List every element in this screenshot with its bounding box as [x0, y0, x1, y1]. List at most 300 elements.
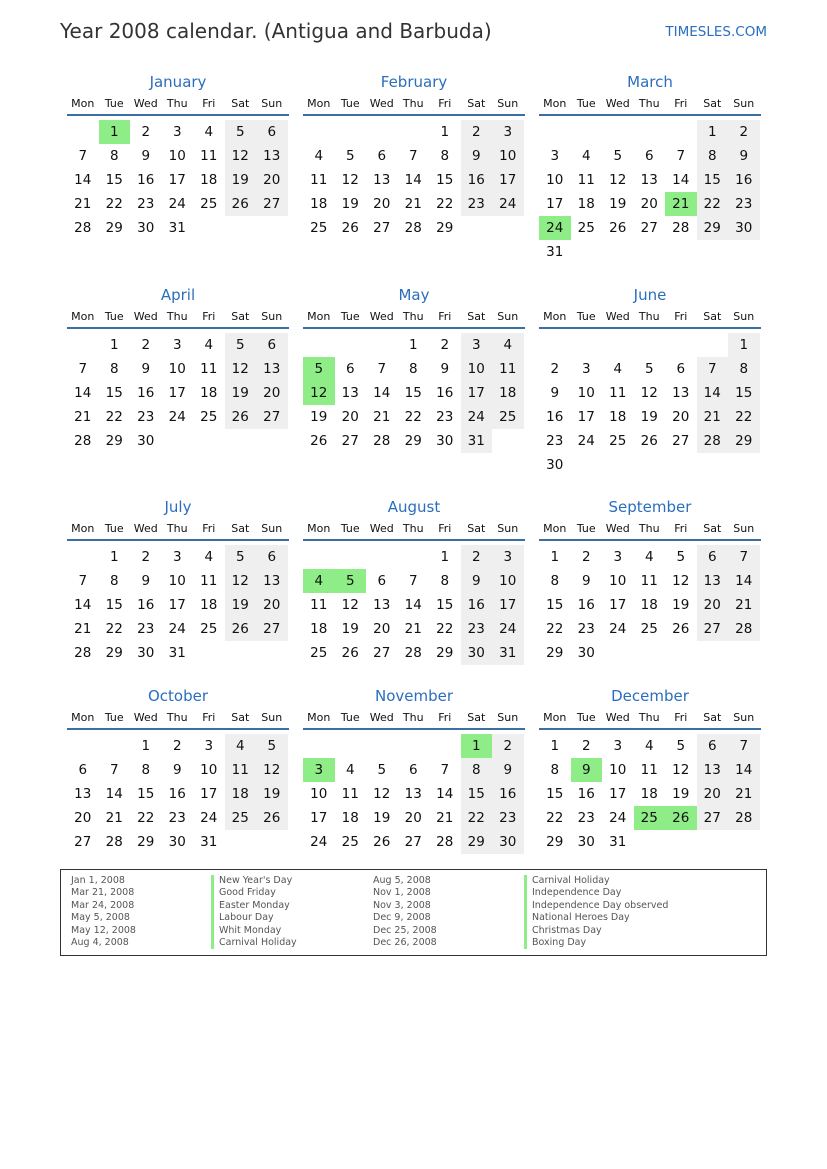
day-grid — [539, 329, 760, 473]
day-cell: 27 — [697, 617, 729, 641]
day-cell: 7 — [676, 148, 686, 164]
day-cell: 8 — [109, 148, 119, 164]
day-cell: 29 — [137, 834, 155, 850]
day-cell: 6 — [697, 734, 729, 758]
legend-holiday-name: Independence Day observed — [524, 900, 668, 912]
month-name: March — [627, 73, 673, 91]
weekday-label: Wed — [369, 97, 394, 110]
weekday-label: Sun — [497, 711, 519, 724]
month-name: August — [387, 498, 441, 516]
legend-date: May 12, 2008 — [71, 924, 136, 936]
day-cell: 12 — [225, 357, 257, 381]
day-cell: 8 — [440, 573, 450, 589]
legend-date: Dec 26, 2008 — [373, 936, 437, 948]
day-cell: 28 — [373, 433, 391, 449]
day-cell: 5 — [345, 148, 355, 164]
day-cell: 13 — [404, 786, 422, 802]
day-cell: 3 — [461, 333, 493, 357]
day-cell: 11 — [225, 758, 257, 782]
day-cell: 15 — [137, 786, 155, 802]
day-cell: 28 — [404, 220, 422, 236]
legend-holiday-name: Good Friday — [211, 887, 297, 899]
day-cell: 6 — [377, 573, 387, 589]
day-cell: 21 — [373, 409, 391, 425]
day-cell: 27 — [373, 220, 391, 236]
weekday-label: Fri — [202, 310, 216, 323]
day-cell: 22 — [546, 621, 564, 637]
day-grid — [303, 116, 524, 260]
month-name: December — [611, 687, 689, 705]
day-cell: 26 — [256, 806, 288, 830]
weekday-label: Fri — [674, 97, 688, 110]
day-cell: 21 — [728, 593, 760, 617]
weekday-label: Tue — [576, 310, 596, 323]
day-cell: 8 — [141, 762, 151, 778]
day-cell: 7 — [78, 573, 88, 589]
day-cell: 19 — [640, 409, 658, 425]
day-cell: 11 — [200, 361, 218, 377]
day-cell: 22 — [404, 409, 422, 425]
day-cell: 5 — [644, 361, 654, 377]
day-cell: 26 — [225, 617, 257, 641]
weekday-label: Sun — [261, 711, 283, 724]
day-cell: 11 — [200, 148, 218, 164]
day-cell: 17 — [168, 385, 186, 401]
day-cell: 22 — [728, 405, 760, 429]
day-cell: 30 — [546, 457, 564, 473]
day-cell: 24 — [492, 617, 524, 641]
day-cell: 8 — [728, 357, 760, 381]
day-cell: 14 — [404, 597, 422, 613]
day-grid — [303, 730, 524, 874]
weekday-label: Tue — [104, 310, 124, 323]
legend-holiday-name: Whit Monday — [211, 925, 297, 937]
day-cell: 2 — [141, 337, 151, 353]
day-cell: 3 — [172, 124, 182, 140]
day-cell: 24 — [168, 621, 186, 637]
holiday-day-cell: 5 — [335, 569, 367, 593]
day-cell: 14 — [74, 172, 92, 188]
day-cell: 13 — [256, 144, 288, 168]
day-cell: 29 — [728, 429, 760, 453]
day-cell: 12 — [609, 172, 627, 188]
weekday-label: Thu — [402, 310, 424, 323]
month-name: May — [398, 286, 430, 304]
day-cell: 19 — [256, 782, 288, 806]
day-cell: 12 — [341, 597, 359, 613]
day-cell: 4 — [204, 549, 214, 565]
day-cell: 14 — [74, 385, 92, 401]
day-cell: 20 — [373, 621, 391, 637]
day-cell: 24 — [200, 810, 218, 826]
day-cell: 31 — [200, 834, 218, 850]
day-cell: 21 — [74, 409, 92, 425]
weekday-label: Sat — [231, 711, 250, 724]
page-title: Year 2008 calendar. (Antigua and Barbuda) — [60, 19, 492, 43]
weekday-header — [539, 709, 761, 730]
day-cell: 1 — [141, 738, 151, 754]
day-cell: 9 — [461, 569, 493, 593]
weekday-label: Mon — [307, 711, 331, 724]
day-cell: 25 — [310, 645, 328, 661]
day-cell: 4 — [204, 124, 214, 140]
day-cell: 6 — [78, 762, 88, 778]
day-cell: 18 — [492, 381, 524, 405]
day-cell: 22 — [436, 621, 454, 637]
day-cell: 23 — [168, 810, 186, 826]
day-cell: 19 — [373, 810, 391, 826]
day-cell: 20 — [256, 381, 288, 405]
weekday-label: Thu — [402, 97, 424, 110]
weekday-label: Mon — [543, 310, 567, 323]
weekday-header — [539, 308, 761, 329]
day-cell: 4 — [644, 549, 654, 565]
day-cell: 10 — [492, 144, 524, 168]
day-cell: 24 — [461, 405, 493, 429]
day-cell: 15 — [546, 597, 564, 613]
day-cell: 11 — [577, 172, 595, 188]
day-cell: 23 — [492, 806, 524, 830]
holiday-day-cell: 3 — [303, 758, 335, 782]
day-cell: 28 — [728, 806, 760, 830]
day-cell: 19 — [672, 597, 690, 613]
day-cell: 12 — [225, 569, 257, 593]
day-cell: 3 — [492, 545, 524, 569]
day-cell: 17 — [310, 810, 328, 826]
day-cell: 4 — [345, 762, 355, 778]
day-cell: 20 — [341, 409, 359, 425]
day-cell: 12 — [256, 758, 288, 782]
weekday-label: Fri — [202, 522, 216, 535]
day-cell: 4 — [581, 148, 591, 164]
day-cell: 25 — [310, 220, 328, 236]
day-cell: 31 — [168, 645, 186, 661]
day-cell: 17 — [492, 593, 524, 617]
day-cell: 13 — [697, 758, 729, 782]
day-cell: 21 — [404, 196, 422, 212]
day-cell: 27 — [256, 405, 288, 429]
day-cell: 17 — [461, 381, 493, 405]
day-cell: 25 — [640, 621, 658, 637]
day-cell: 13 — [373, 172, 391, 188]
weekday-label: Mon — [71, 97, 95, 110]
day-cell: 6 — [256, 545, 288, 569]
day-cell: 9 — [728, 144, 760, 168]
day-cell: 13 — [373, 597, 391, 613]
weekday-label: Wed — [133, 97, 158, 110]
day-cell: 31 — [609, 834, 627, 850]
day-cell: 29 — [546, 834, 564, 850]
day-cell: 6 — [408, 762, 418, 778]
legend-holiday-name: Boxing Day — [524, 937, 668, 949]
day-cell: 15 — [697, 168, 729, 192]
weekday-header — [67, 95, 289, 116]
day-cell: 26 — [225, 192, 257, 216]
day-cell: 12 — [672, 573, 690, 589]
day-cell: 31 — [168, 220, 186, 236]
holiday-day-cell: 25 — [634, 806, 666, 830]
holiday-day-cell: 1 — [461, 734, 493, 758]
day-cell: 30 — [492, 830, 524, 854]
day-cell: 2 — [141, 124, 151, 140]
day-cell: 11 — [310, 597, 328, 613]
weekday-label: Sat — [231, 310, 250, 323]
weekday-label: Sat — [703, 522, 722, 535]
day-cell: 26 — [672, 621, 690, 637]
day-cell: 29 — [404, 433, 422, 449]
day-cell: 18 — [609, 409, 627, 425]
day-cell: 2 — [141, 549, 151, 565]
day-cell: 23 — [137, 409, 155, 425]
weekday-label: Fri — [438, 711, 452, 724]
holiday-legend — [60, 869, 767, 956]
month-name: September — [608, 498, 692, 516]
day-cell: 5 — [613, 148, 623, 164]
day-grid — [67, 730, 288, 874]
day-cell: 8 — [440, 148, 450, 164]
day-cell: 28 — [728, 617, 760, 641]
day-cell: 20 — [74, 810, 92, 826]
weekday-label: Tue — [576, 97, 596, 110]
weekday-label: Thu — [402, 711, 424, 724]
day-cell: 10 — [168, 573, 186, 589]
day-cell: 27 — [404, 834, 422, 850]
day-cell: 24 — [168, 196, 186, 212]
weekday-label: Sun — [733, 522, 755, 535]
day-cell: 24 — [168, 409, 186, 425]
month-july — [67, 497, 289, 685]
day-cell: 19 — [225, 593, 257, 617]
day-cell: 1 — [728, 333, 760, 357]
legend-holiday-name: Christmas Day — [524, 925, 668, 937]
day-cell: 3 — [204, 738, 214, 754]
day-cell: 18 — [577, 196, 595, 212]
weekday-label: Sun — [261, 310, 283, 323]
weekday-label: Tue — [576, 522, 596, 535]
holiday-day-cell: 12 — [303, 381, 335, 405]
weekday-label: Mon — [543, 711, 567, 724]
day-cell: 20 — [640, 196, 658, 212]
day-cell: 6 — [676, 361, 686, 377]
day-cell: 10 — [168, 361, 186, 377]
weekday-label: Wed — [133, 310, 158, 323]
day-cell: 9 — [492, 758, 524, 782]
day-cell: 9 — [172, 762, 182, 778]
day-cell: 21 — [404, 621, 422, 637]
day-cell: 15 — [436, 597, 454, 613]
day-cell: 3 — [172, 549, 182, 565]
day-cell: 3 — [613, 549, 623, 565]
weekday-label: Wed — [605, 97, 630, 110]
day-cell: 1 — [109, 337, 119, 353]
day-cell: 20 — [404, 810, 422, 826]
day-cell: 7 — [697, 357, 729, 381]
weekday-header — [303, 308, 525, 329]
day-grid — [303, 541, 524, 685]
day-cell: 18 — [200, 172, 218, 188]
day-cell: 31 — [492, 641, 524, 665]
day-cell: 14 — [436, 786, 454, 802]
month-name: November — [374, 687, 454, 705]
day-cell: 14 — [728, 569, 760, 593]
day-grid — [67, 541, 288, 685]
day-cell: 22 — [105, 409, 123, 425]
weekday-header — [539, 95, 761, 116]
day-cell: 17 — [609, 786, 627, 802]
day-grid — [67, 329, 288, 473]
day-cell: 27 — [640, 220, 658, 236]
day-cell: 19 — [672, 786, 690, 802]
day-cell: 15 — [105, 172, 123, 188]
holiday-day-cell: 5 — [303, 357, 335, 381]
day-cell: 26 — [341, 645, 359, 661]
weekday-label: Mon — [543, 522, 567, 535]
legend-date: Mar 21, 2008 — [71, 887, 135, 899]
day-cell: 15 — [404, 385, 422, 401]
day-cell: 20 — [373, 196, 391, 212]
day-cell: 24 — [577, 433, 595, 449]
day-cell: 15 — [546, 786, 564, 802]
legend-date: May 5, 2008 — [71, 912, 130, 924]
month-name: February — [380, 73, 448, 91]
weekday-label: Thu — [638, 310, 660, 323]
day-cell: 4 — [492, 333, 524, 357]
day-cell: 5 — [225, 545, 257, 569]
weekday-label: Wed — [369, 711, 394, 724]
day-cell: 19 — [609, 196, 627, 212]
month-april — [67, 285, 289, 473]
legend-holiday-name: Independence Day — [524, 887, 668, 899]
day-cell: 6 — [377, 148, 387, 164]
weekday-label: Thu — [402, 522, 424, 535]
day-cell: 13 — [697, 569, 729, 593]
day-cell: 1 — [109, 549, 119, 565]
weekday-label: Sun — [733, 310, 755, 323]
day-cell: 16 — [137, 597, 155, 613]
day-cell: 16 — [137, 172, 155, 188]
day-cell: 22 — [436, 196, 454, 212]
weekday-label: Wed — [369, 310, 394, 323]
weekday-label: Tue — [104, 522, 124, 535]
day-cell: 21 — [105, 810, 123, 826]
month-may — [303, 285, 525, 473]
day-cell: 25 — [200, 409, 218, 425]
day-cell: 27 — [373, 645, 391, 661]
day-cell: 13 — [256, 569, 288, 593]
day-cell: 9 — [581, 573, 591, 589]
weekday-label: Fri — [674, 711, 688, 724]
day-cell: 1 — [697, 120, 729, 144]
legend-holiday-name: Carnival Holiday — [211, 937, 297, 949]
day-cell: 17 — [168, 172, 186, 188]
day-cell: 7 — [728, 734, 760, 758]
weekday-label: Sat — [703, 310, 722, 323]
weekday-header — [303, 95, 525, 116]
legend-dates-column-1 — [71, 875, 136, 949]
weekday-label: Fri — [674, 310, 688, 323]
day-cell: 3 — [581, 361, 591, 377]
day-cell: 25 — [577, 220, 595, 236]
day-cell: 2 — [440, 337, 450, 353]
day-cell: 8 — [109, 361, 119, 377]
day-cell: 28 — [404, 645, 422, 661]
day-cell: 28 — [74, 433, 92, 449]
month-name: January — [149, 73, 207, 91]
day-cell: 10 — [168, 148, 186, 164]
day-cell: 13 — [74, 786, 92, 802]
weekday-label: Tue — [340, 711, 360, 724]
weekday-label: Wed — [369, 522, 394, 535]
day-cell: 28 — [74, 220, 92, 236]
day-cell: 26 — [341, 220, 359, 236]
day-cell: 16 — [546, 409, 564, 425]
weekday-label: Thu — [638, 97, 660, 110]
day-cell: 14 — [105, 786, 123, 802]
day-cell: 29 — [105, 433, 123, 449]
day-cell: 18 — [640, 597, 658, 613]
day-cell: 3 — [550, 148, 560, 164]
day-cell: 29 — [105, 220, 123, 236]
day-cell: 1 — [440, 124, 450, 140]
day-cell: 3 — [172, 337, 182, 353]
day-cell: 30 — [137, 433, 155, 449]
day-cell: 22 — [546, 810, 564, 826]
day-cell: 2 — [581, 549, 591, 565]
day-cell: 30 — [168, 834, 186, 850]
legend-date: Dec 9, 2008 — [373, 912, 431, 924]
day-cell: 25 — [200, 621, 218, 637]
day-cell: 30 — [461, 641, 493, 665]
day-cell: 16 — [728, 168, 760, 192]
day-cell: 22 — [105, 621, 123, 637]
day-cell: 23 — [461, 192, 493, 216]
day-cell: 3 — [492, 120, 524, 144]
day-cell: 2 — [461, 120, 493, 144]
day-cell: 23 — [577, 810, 595, 826]
day-cell: 19 — [225, 168, 257, 192]
day-cell: 5 — [256, 734, 288, 758]
weekday-header — [303, 709, 525, 730]
day-cell: 17 — [546, 196, 564, 212]
day-cell: 23 — [546, 433, 564, 449]
day-cell: 16 — [577, 597, 595, 613]
legend-date: Nov 3, 2008 — [373, 899, 431, 911]
brand-link[interactable]: TIMESLES.COM — [665, 24, 767, 40]
day-cell: 22 — [137, 810, 155, 826]
weekday-label: Wed — [133, 711, 158, 724]
day-cell: 30 — [577, 834, 595, 850]
day-cell: 20 — [672, 409, 690, 425]
weekday-label: Thu — [166, 310, 188, 323]
weekday-label: Mon — [307, 310, 331, 323]
day-cell: 14 — [74, 597, 92, 613]
holiday-day-cell: 21 — [665, 192, 697, 216]
day-cell: 26 — [310, 433, 328, 449]
day-cell: 20 — [256, 593, 288, 617]
day-cell: 14 — [728, 758, 760, 782]
day-cell: 27 — [74, 834, 92, 850]
month-february — [303, 72, 525, 260]
day-cell: 2 — [172, 738, 182, 754]
weekday-label: Thu — [638, 522, 660, 535]
day-cell: 18 — [225, 782, 257, 806]
day-cell: 27 — [697, 806, 729, 830]
day-cell: 27 — [341, 433, 359, 449]
legend-holiday-name: Labour Day — [211, 912, 297, 924]
day-cell: 12 — [341, 172, 359, 188]
weekday-label: Sun — [733, 711, 755, 724]
legend-holiday-name: Carnival Holiday — [524, 875, 668, 887]
